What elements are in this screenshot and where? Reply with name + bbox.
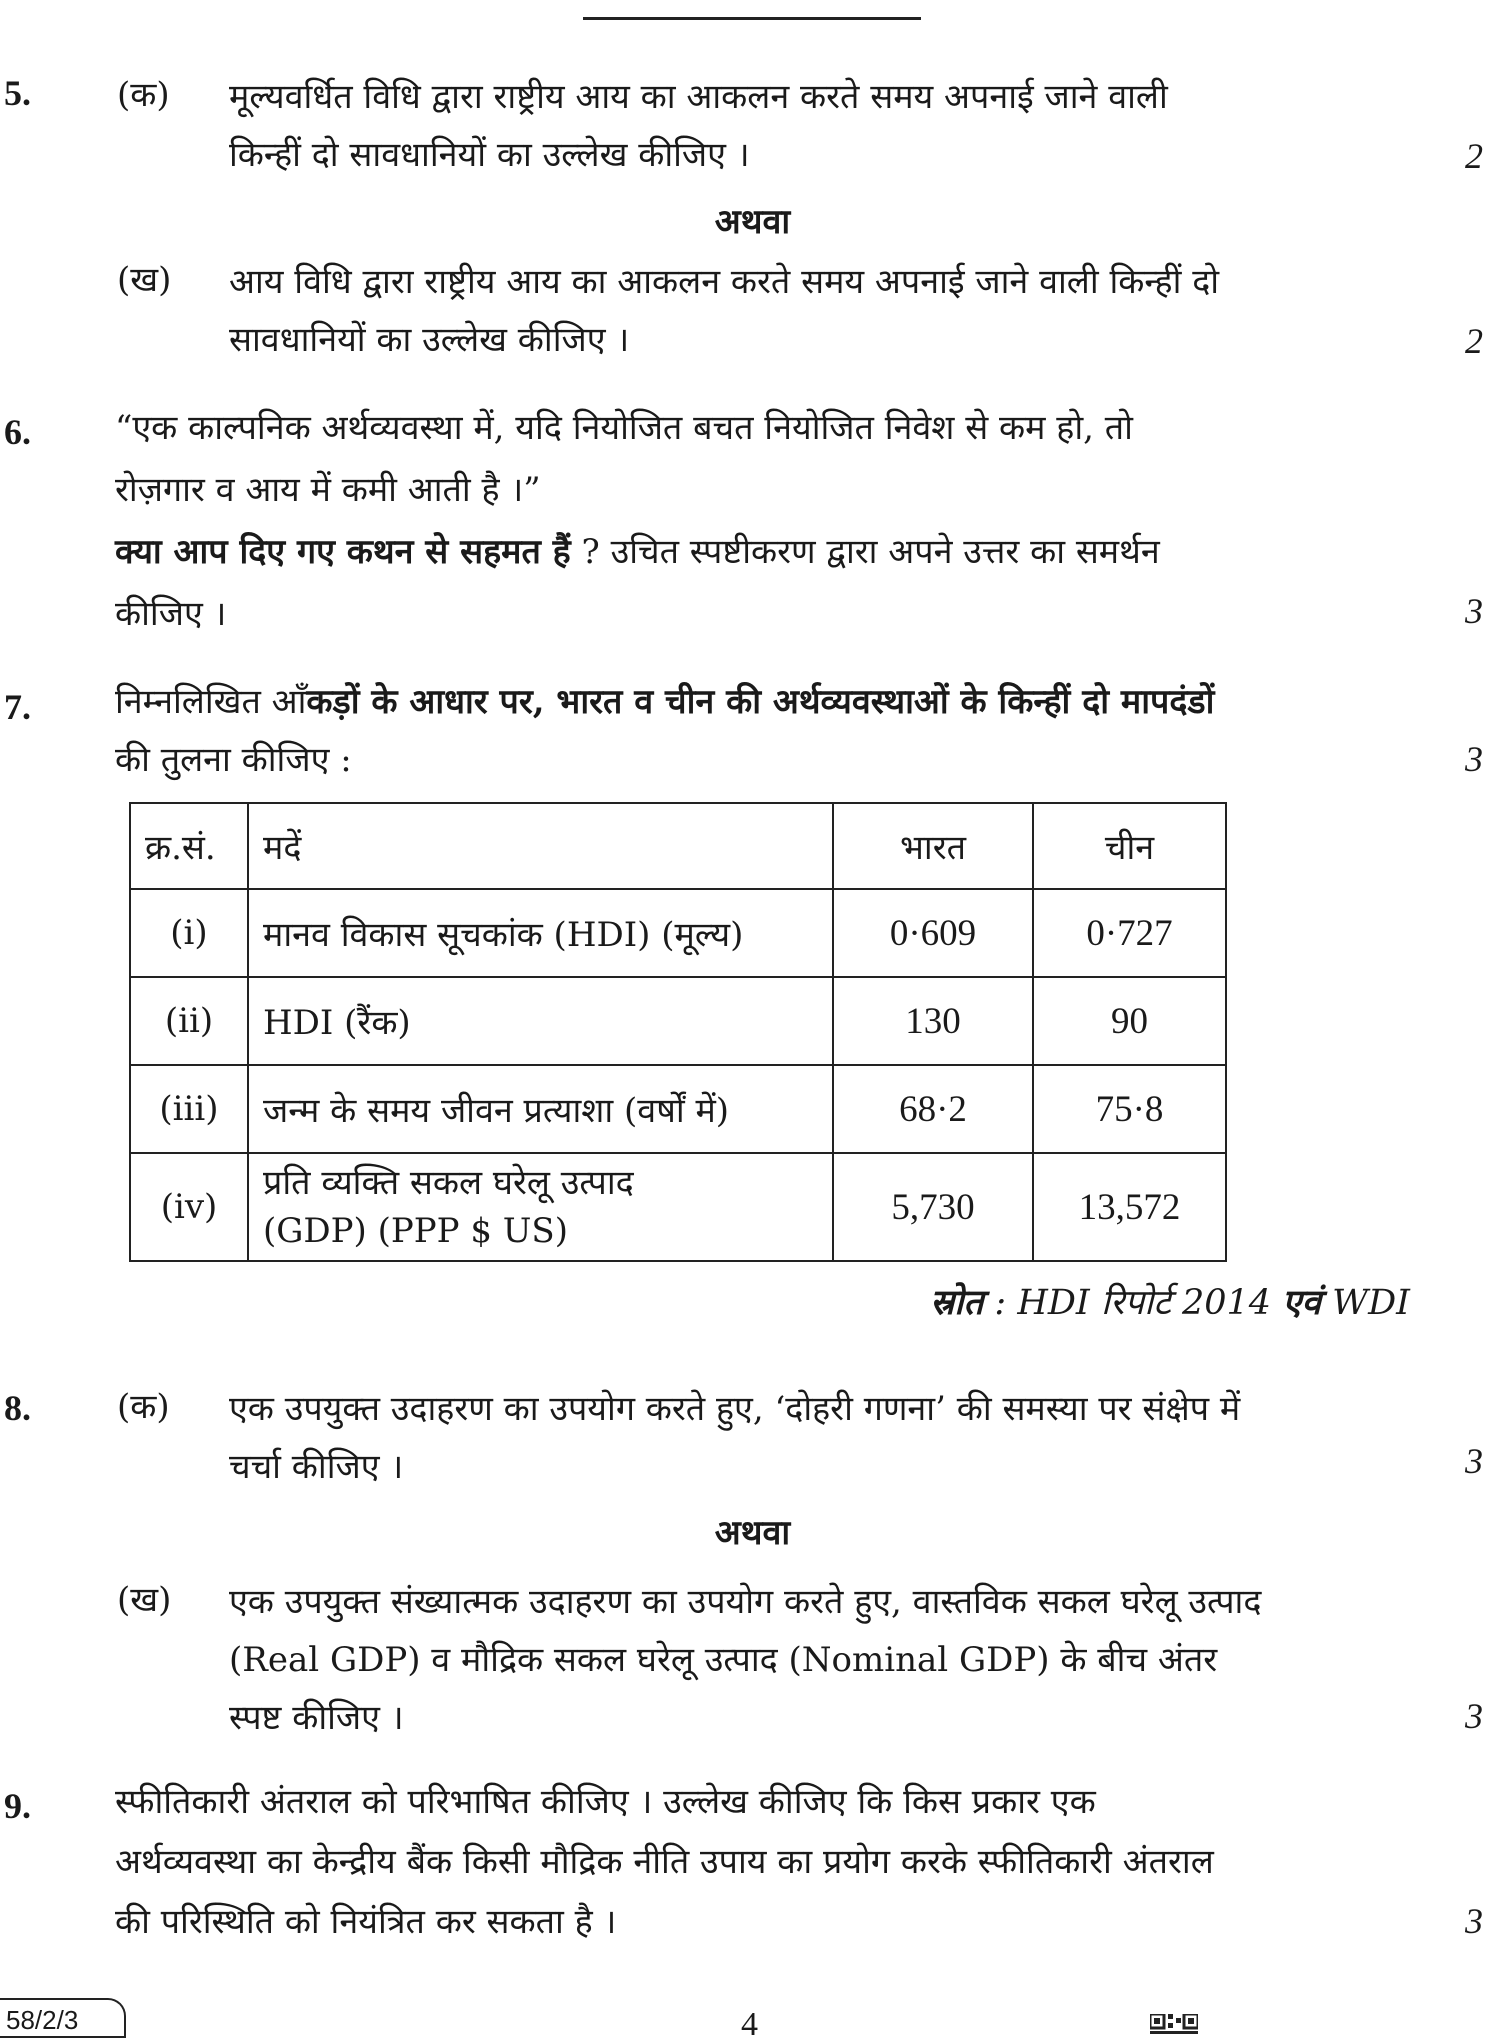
table-header-row [130,803,1226,889]
table-row [130,889,1226,977]
comparison-table [129,802,1227,1262]
china-value: 0·727 [1033,889,1226,977]
row-item: प्रति व्यक्ति सकल घरेलू उत्पाद (GDP) (PPP $ US) [248,1153,833,1261]
option-label: (क) [117,75,170,115]
marks: 3 [1465,591,1483,631]
row-sn: (iii) [130,1065,248,1153]
marks: 3 [1465,1696,1483,1736]
china-value: 13,572 [1033,1153,1226,1261]
row-item: HDI (रैंक) [248,977,833,1065]
row-item: जन्म के समय जीवन प्रत्याशा (वर्षों में) [248,1065,833,1153]
india-value: 5,730 [833,1153,1033,1261]
paper-code: 58/2/3 [0,1998,126,2038]
header-india: भारत [833,803,1033,889]
table-source: स्रोत : HDI रिपोर्ट 2014 एवं WDI [930,1282,1410,1323]
question-number: 7. [4,687,31,727]
india-value: 68·2 [833,1065,1033,1153]
table-row [130,977,1226,1065]
question-text: स्फीतिकारी अंतराल को परिभाषित कीजिए । उल्लेख कीजिए कि किस प्रकार एक अर्थव्यवस्था का केन्द्रीय बैंक किसी मौद्रिक नीति उपाय का प्रयोग करके स्फीतिकारी अंतराल की परिस्थिति को नियंत्रित कर सकता है । [115,1782,1214,1942]
header-sn: क्र.सं. [130,803,248,889]
question-number: 9. [4,1786,31,1826]
china-value: 75·8 [1033,1065,1226,1153]
option-label: (ख) [117,1580,172,1620]
row-sn: (i) [130,889,248,977]
or-separator: अथवा [714,1513,791,1553]
question-text: निम्नलिखित आँकड़ों के आधार पर, भारत व चीन की अर्थव्यवस्थाओं के किन्हीं दो मापदंडों की तुलना कीजिए : [115,682,1215,780]
question-text: “एक काल्पनिक अर्थव्यवस्था में, यदि नियोजित बचत नियोजित निवेश से कम हो, तो रोज़गार व आय में कमी आती है ।” क्या आप दिए गए कथन से सहमत हैं ? उचित स्पष्टीकरण द्वारा अपने उत्तर का समर्थन कीजिए । [115,408,1160,634]
india-value: 0·609 [833,889,1033,977]
marks: 3 [1465,1901,1483,1941]
row-sn: (iv) [130,1153,248,1261]
question-text: मूल्यवर्धित विधि द्वारा राष्ट्रीय आय का आकलन करते समय अपनाई जाने वाली किन्हीं दो सावधानियों का उल्लेख कीजिए । [229,77,1168,175]
question-number: 8. [4,1388,31,1428]
header-china: चीन [1033,803,1226,889]
marks: 2 [1465,136,1483,176]
top-rule [583,17,921,20]
india-value: 130 [833,977,1033,1065]
row-item: मानव विकास सूचकांक (HDI) (मूल्य) [248,889,833,977]
option-label: (ख) [117,260,172,300]
qr-code-icon [1150,2014,1198,2034]
marks: 3 [1465,739,1483,779]
question-text: आय विधि द्वारा राष्ट्रीय आय का आकलन करते समय अपनाई जाने वाली किन्हीं दो सावधानियों का उल्लेख कीजिए । [229,262,1220,360]
option-label: (क) [117,1387,170,1427]
question-text: एक उपयुक्त उदाहरण का उपयोग करते हुए, ‘दोहरी गणना’ की समस्या पर संक्षेप में चर्चा कीजिए । [229,1389,1241,1487]
marks: 3 [1465,1441,1483,1481]
table-row [130,1065,1226,1153]
question-text: एक उपयुक्त संख्यात्मक उदाहरण का उपयोग करते हुए, वास्तविक सकल घरेलू उत्पाद (Real GDP) व मौद्रिक सकल घरेलू उत्पाद (Nominal GDP) के बीच अंतर स्पष्ट कीजिए । [229,1582,1262,1738]
question-number: 5. [4,73,31,113]
marks: 2 [1465,321,1483,361]
page-number: 4 [741,2006,758,2043]
china-value: 90 [1033,977,1226,1065]
row-sn: (ii) [130,977,248,1065]
header-items: मदें [248,803,833,889]
table-row [130,1153,1226,1261]
or-separator: अथवा [714,202,791,242]
question-number: 6. [4,412,31,452]
